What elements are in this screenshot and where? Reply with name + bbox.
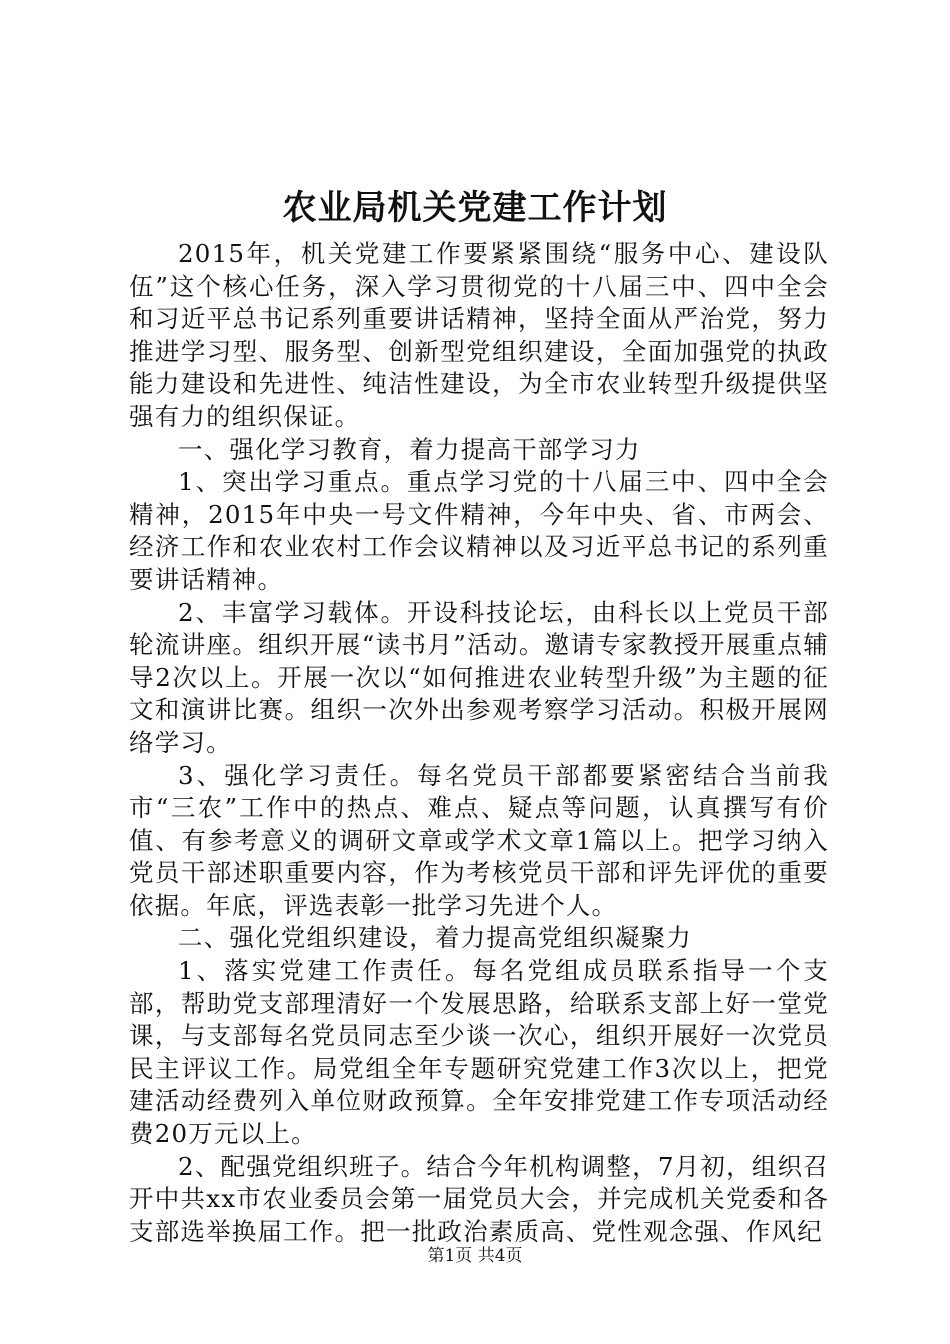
- paragraph-1-1: 1、突出学习重点。重点学习党的十八届三中、四中全会精神，2015年中央一号文件精神，今年中央、省、市两会、经济工作和农业农村工作会议精神以及习近平总书记的系列重要讲话精神。: [129, 467, 829, 594]
- page-footer: 第1页 共4页: [427, 1246, 523, 1266]
- section-heading-1: 一、强化学习教育，着力提高干部学习力: [178, 434, 641, 464]
- paragraph-2-1: 1、落实党建工作责任。每名党组成员联系指导一个支部，帮助党支部理清好一个发展思路，给联系支部上好一堂党课，与支部每名党员同志至少谈一次心，组织开展好一次党员民主评议工作。局党组全年专题研究党建工作3次以上，把党建活动经费列入单位财政预算。全年安排党建工作专项活动经费20万元以上。: [129, 956, 829, 1149]
- paragraph-2-2: 2、配强党组织班子。结合今年机构调整，7月初，组织召开中共xx市农业委员会第一届党员大会，并完成机关党委和各支部选举换届工作。把一批政治素质高、党性观念强、作风纪: [129, 1151, 829, 1246]
- paragraph-1-3: 3、强化学习责任。每名党员干部都要紧密结合当前我市“三农”工作中的热点、难点、疑点等问题，认真撰写有价值、有参考意义的调研文章或学术文章1篇以上。把学习纳入党员干部述职重要内容，作为考核党员干部和评先评优的重要依据。年底，评选表彰一批学习先进个人。: [129, 760, 829, 920]
- paragraph-1-2: 2、丰富学习载体。开设科技论坛，由科长以上党员干部轮流讲座。组织开展“读书月”活动。邀请专家教授开展重点辅导2次以上。开展一次以“如何推进农业转型升级”为主题的征文和演讲比赛。组织一次外出参观考察学习活动。积极开展网络学习。: [129, 597, 829, 757]
- document-title: 农业局机关党建工作计划: [282, 188, 668, 228]
- section-heading-2: 二、强化党组织建设，着力提高党组织凝聚力: [178, 923, 692, 953]
- document-body: [129, 238, 829, 1248]
- intro-paragraph: 2015年，机关党建工作要紧紧围绕“服务中心、建设队伍”这个核心任务，深入学习贯彻党的十八届三中、四中全会和习近平总书记系列重要讲话精神，坚持全面从严治党，努力推进学习型、服务型、创新型党组织建设，全面加强党的执政能力建设和先进性、纯洁性建设，为全市农业转型升级提供坚强有力的组织保证。: [129, 239, 829, 431]
